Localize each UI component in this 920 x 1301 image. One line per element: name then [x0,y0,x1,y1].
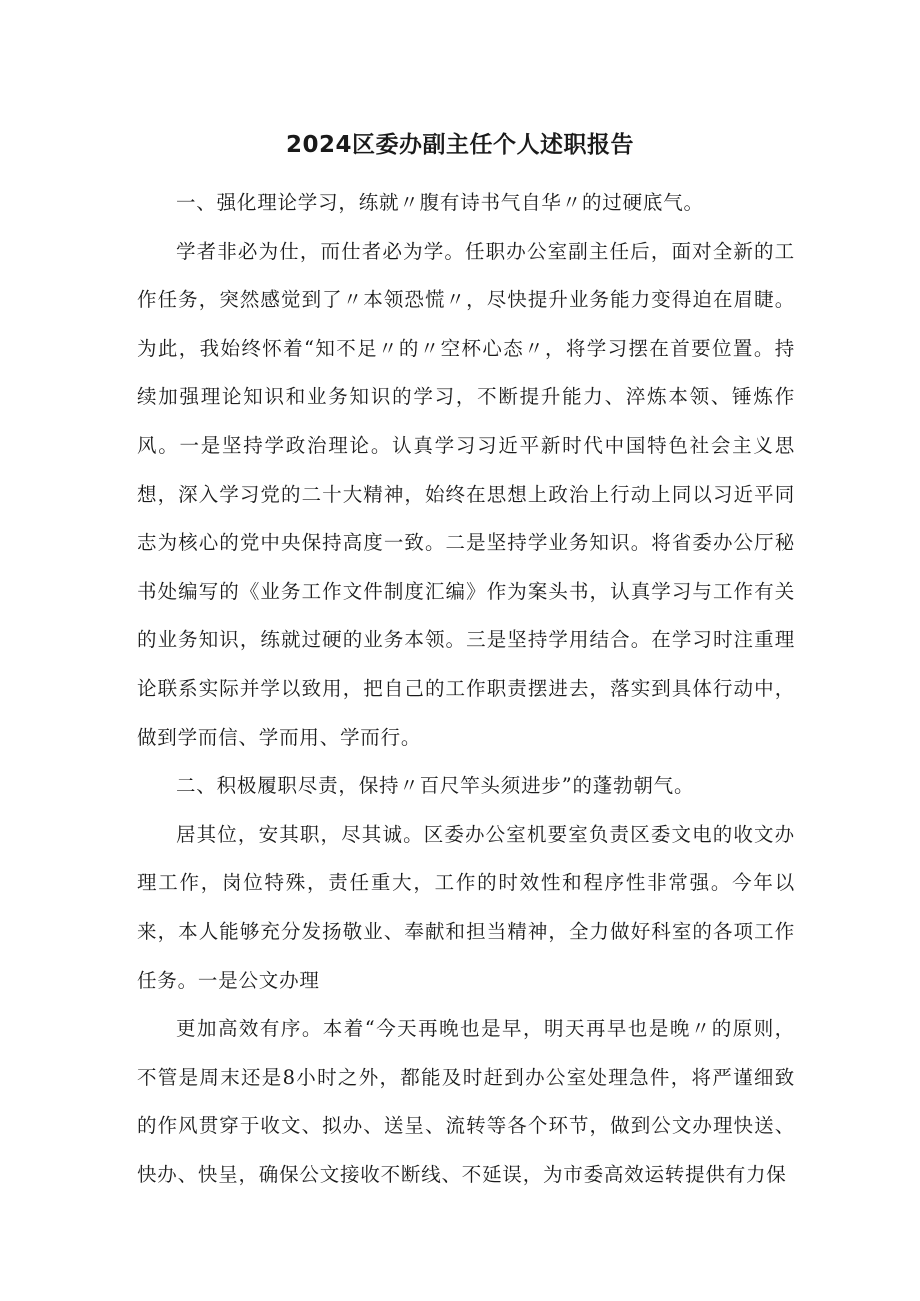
section-heading-2: 二、积极履职尽责，保持〃百尺竿头须进步”的蓬勃朝气。 [176,774,695,798]
section-1-paragraph-1: 学者非必为仕，而仕者必为学。任职办公室副主任后，面对全新的工作任务，突然感觉到了〃本领恐慌〃，尽快提升业务能力变得迫在眉睫。为此，我始终怀着“知不足〃的〃空杯心态〃，将学习摆在首要位置。持续加强理论知识和业务知识的学习，不断提升能力、淬炼本领、锤炼作风。一是坚持学政治理论。认真学习习近平新时代中国特色社会主义思想，深入学习党的二十大精神，始终在思想上政治上行动上同以习近平同志为核心的党中央保持高度一致。二是坚持学业务知识。将省委办公厅秘书处编写的《业务工作文件制度汇编》作为案头书，认真学习与工作有关的业务知识，练就过硬的业务本领。三是坚持学用结合。在学习时注重理论联系实际并学以致用，把自己的工作职责摆进去，落实到具体行动中，做到学而信、学而用、学而行。 [137,239,795,749]
section-2-paragraph-2: 更加高效有序。本着“今天再晚也是早，明天再早也是晚〃的原则，不管是周末还是8小时之外，都能及时赶到办公室处理急件，将严谨细致的作风贯穿于收文、拟办、送呈、流转等各个环节，做到公文办理快送、快办、快呈，确保公文接收不断线、不延误，为市委高效运转提供有力保 [137,1017,795,1186]
document-body [137,179,795,1199]
section-heading-1: 一、强化理论学习，练就〃腹有诗书气自华〃的过硬底气。 [176,191,704,214]
section-2-paragraph-1: 居其位，安其职，尽其诚。区委办公室机要室负责区委文电的收文办理工作，岗位特殊，责任重大，工作的时效性和程序性非常强。今年以来，本人能够充分发扬敬业、奉献和担当精神，全力做好科室的各项工作任务。一是公文办理 [137,822,795,992]
document-title: 2024区委办副主任个人述职报告 [285,132,634,158]
